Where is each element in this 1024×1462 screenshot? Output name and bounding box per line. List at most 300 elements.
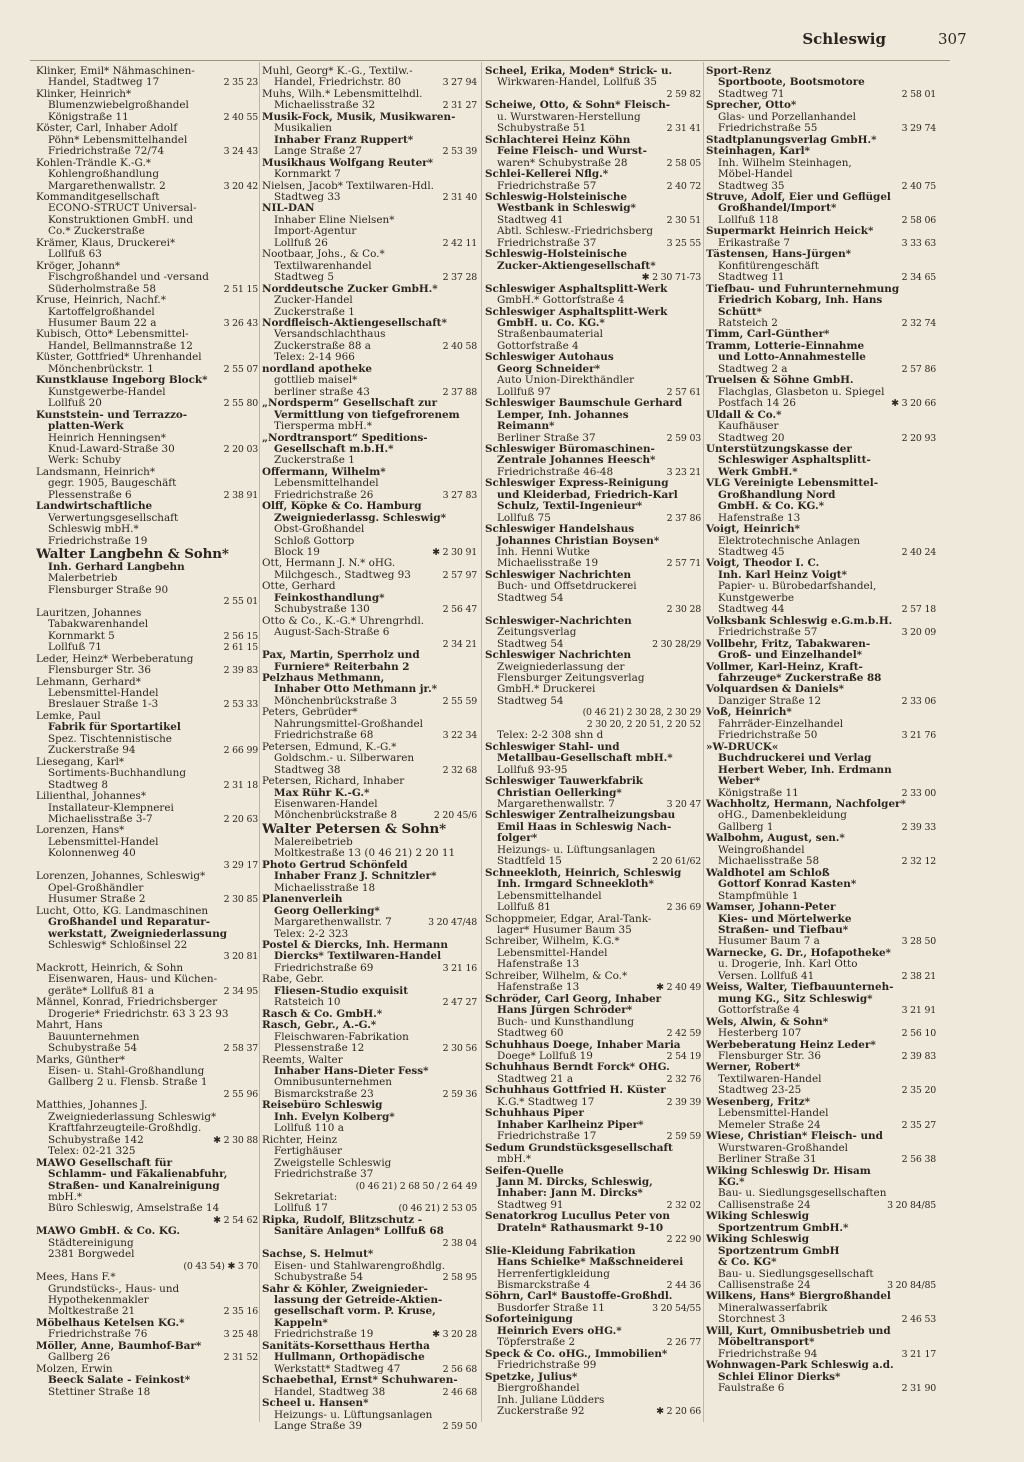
entry-line: Inhaber Eline Nielsen* bbox=[274, 214, 395, 226]
entry-line: Photo Gertrud Schönfeld bbox=[262, 859, 408, 871]
directory-entry bbox=[36, 1341, 258, 1364]
entry-line: Friedrich Kobarg, Inh. Hans bbox=[718, 295, 883, 307]
address-row bbox=[485, 215, 701, 226]
address-row bbox=[485, 467, 701, 478]
directory-entry bbox=[36, 547, 258, 608]
address-text: berliner straße 43 bbox=[274, 385, 370, 398]
address-row bbox=[36, 490, 258, 501]
phone-number: ✱ 2 40 49 bbox=[656, 982, 701, 994]
entry-line: Zweigniederlassung Schleswig* bbox=[48, 1111, 217, 1123]
phone-number: 3 24 43 bbox=[223, 146, 258, 158]
address-row bbox=[36, 112, 258, 123]
directory-entry bbox=[36, 825, 258, 871]
directory-entry bbox=[262, 501, 477, 558]
address-row bbox=[706, 1120, 936, 1131]
entry-line: Schuhhaus Doege, Inhaber Maria bbox=[485, 1039, 681, 1051]
entry-line: Werk: Schuby bbox=[48, 455, 121, 467]
entry-line: Fahrräder-Einzelhandel bbox=[718, 718, 844, 730]
phone-number: 2 31 40 bbox=[442, 191, 477, 203]
address-row bbox=[262, 341, 477, 352]
address-row bbox=[706, 123, 936, 134]
entry-line: Spetzke, Julius* bbox=[485, 1371, 578, 1383]
entry-line: Lollfuß 110 a bbox=[274, 1123, 344, 1135]
entry-line: Nordfleisch-Aktiengesellschaft* bbox=[262, 317, 447, 329]
entry-line: Textilwaren-Handel bbox=[718, 1073, 822, 1085]
entry-line: Möbeltransport* bbox=[718, 1337, 815, 1349]
address-row bbox=[706, 730, 936, 741]
address-text: Lollfuß 26 bbox=[274, 236, 328, 249]
entry-line: Tiersperma mbH.* bbox=[274, 421, 372, 433]
address-row bbox=[36, 1329, 258, 1340]
address-text: Friedrichstraße 94 bbox=[718, 1347, 818, 1360]
phone-number: 3 20 54/55 bbox=[652, 1302, 701, 1314]
directory-entry bbox=[36, 501, 258, 547]
entry-line: Pax, Martin, Sperrholz und bbox=[262, 650, 420, 662]
entry-line: Fliesen-Studio exquisit bbox=[274, 985, 408, 997]
phone-number: 2 55 96 bbox=[223, 1088, 258, 1100]
directory-entry bbox=[36, 329, 258, 352]
address-text: Stadtweg 35 bbox=[718, 179, 785, 192]
directory-entry bbox=[262, 707, 477, 741]
entry-line: Voß, Heinrich* bbox=[706, 707, 792, 719]
entry-line: Inh. Gerhard Langbehn bbox=[48, 562, 185, 574]
entry-line: Drogerie* Friedrichstr. 63 3 23 93 bbox=[48, 1008, 229, 1020]
entry-line: Tabakwarenhandel bbox=[48, 619, 149, 631]
entry-line: Städtereinigung bbox=[48, 1237, 134, 1249]
address-row bbox=[706, 433, 936, 444]
entry-line: Wiking Schleswig bbox=[706, 1234, 809, 1246]
entry-line: Fabrik für Sportartikel bbox=[48, 722, 181, 734]
address-text: Stadtweg 8 bbox=[48, 778, 108, 791]
directory-entry bbox=[262, 581, 477, 615]
entry-line: Friedrichstraße 19 bbox=[48, 535, 148, 547]
address-text: Faulstraße 6 bbox=[718, 1382, 785, 1395]
address-row bbox=[485, 639, 701, 650]
phone-number: 2 56 15 bbox=[223, 630, 258, 642]
address-row bbox=[36, 1352, 258, 1363]
entry-line: Schleswiger Tauwerkfabrik bbox=[485, 776, 643, 788]
phone-number: 3 22 34 bbox=[442, 730, 477, 742]
phone-number: 3 21 17 bbox=[901, 1348, 936, 1360]
entry-line: Furniere* Reiterbahn 2 bbox=[274, 661, 410, 673]
entry-line: Metallbau-Gesellschaft mbH.* bbox=[497, 753, 673, 765]
entry-line: GmbH.* Druckerei bbox=[497, 684, 596, 696]
entry-line: Sportboote, Bootsmotore bbox=[718, 77, 865, 89]
address-row bbox=[485, 558, 701, 569]
phone-number: 2 42 11 bbox=[442, 237, 477, 249]
address-row bbox=[262, 272, 477, 283]
directory-entry bbox=[706, 833, 936, 867]
entry-line: Verwertungsgesellschaft bbox=[48, 512, 179, 524]
address-text: Gottorfstraße 4 bbox=[718, 1004, 800, 1017]
entry-line: Grundstücks-, Haus- und bbox=[48, 1283, 180, 1295]
address-row bbox=[36, 986, 258, 997]
phone-number: 2 58 06 bbox=[901, 214, 936, 226]
entry-line: Söhrn, Carl* Baustoffe-Großhdl. bbox=[485, 1291, 673, 1303]
entry-line: Textilwarenhandel bbox=[274, 260, 372, 272]
entry-line: Volksbank Schleswig e.G.m.b.H. bbox=[706, 615, 893, 627]
entry-line: Fleischwaren-Fabrikation bbox=[274, 1031, 409, 1043]
directory-entry bbox=[262, 398, 477, 432]
phone-number: 3 20 47/48 bbox=[428, 917, 477, 929]
address-row bbox=[262, 387, 477, 398]
address-text: Friedrichstraße 26 bbox=[274, 488, 374, 501]
entry-line: Sanitäts-Korsetthaus Hertha bbox=[262, 1340, 430, 1352]
entry-line: u. Drogerie, Inh. Karl Otto bbox=[718, 959, 858, 971]
entry-line: Wirkwaren-Handel, Lollfuß 35 bbox=[497, 77, 657, 89]
address-row bbox=[36, 398, 258, 409]
entry-line: Slie-Kleidung Fabrikation bbox=[485, 1245, 636, 1257]
directory-entry bbox=[706, 1062, 936, 1096]
address-text: Plessenstraße 6 bbox=[48, 488, 132, 501]
address-text: Zuckerstraße 94 bbox=[48, 744, 136, 757]
address-row bbox=[262, 1421, 477, 1432]
address-row bbox=[36, 146, 258, 157]
directory-entry bbox=[36, 467, 258, 501]
address-row bbox=[706, 856, 936, 867]
phone-number: 2 20 61/62 bbox=[652, 856, 701, 868]
address-text: Erikastraße 7 bbox=[718, 236, 791, 249]
phone-number: 2 59 36 bbox=[442, 1088, 477, 1100]
entry-line: Fischgroßhandel und -versand bbox=[48, 272, 209, 284]
phone-number: 3 20 42 bbox=[223, 180, 258, 192]
entry-line: Petersen, Edmund, K.-G.* bbox=[262, 741, 397, 753]
address-text: Stadtweg 21 a bbox=[497, 1072, 574, 1085]
phone-number: 2 46 53 bbox=[901, 1314, 936, 1326]
phone-number: 2 35 20 bbox=[901, 1085, 936, 1097]
directory-entry bbox=[262, 742, 477, 776]
entry-line: Musikalien bbox=[274, 123, 332, 135]
address-row bbox=[485, 123, 701, 134]
address-row bbox=[36, 894, 258, 905]
entry-line: Tiefbau- und Fuhrunternehmung bbox=[706, 283, 900, 295]
directory-entry bbox=[262, 66, 477, 89]
address-text: Margarethenwallstr. 7 bbox=[274, 916, 392, 929]
address-row bbox=[36, 1306, 258, 1317]
address-row bbox=[706, 822, 936, 833]
entry-line: Inh. Juliane Lüdders bbox=[497, 1394, 605, 1406]
entry-line: Sortiments-Buchhandlung bbox=[48, 768, 186, 780]
entry-line: Gottorfstraße 4 bbox=[497, 340, 579, 352]
phone-number: 2 66 99 bbox=[223, 745, 258, 757]
phone-number: 2 30 51 bbox=[666, 214, 701, 226]
entry-line: Kunstgewerbe-Handel bbox=[48, 386, 166, 398]
phone-number: 2 61 15 bbox=[223, 642, 258, 654]
phone-number: ✱ 3 20 66 bbox=[891, 398, 936, 410]
address-text: Stadtweg 44 bbox=[718, 603, 785, 616]
address-row bbox=[262, 1387, 477, 1398]
address-text: Lollfuß 97 bbox=[497, 385, 551, 398]
directory-entry bbox=[262, 364, 477, 398]
entry-line: Emil Haas in Schleswig Nach- bbox=[497, 821, 672, 833]
address-text: Bismarckstraße 23 bbox=[274, 1087, 374, 1100]
directory-entry bbox=[262, 89, 477, 112]
phone-number: 2 53 33 bbox=[223, 699, 258, 711]
address-text: Handel, Stadtweg 38 bbox=[274, 1385, 386, 1398]
directory-entry bbox=[485, 249, 701, 283]
directory-entry bbox=[706, 478, 936, 524]
directory-entry bbox=[36, 1055, 258, 1101]
running-head-city: Schleswig bbox=[802, 30, 886, 48]
directory-entry bbox=[485, 776, 701, 810]
entry-line: Schleswiger Nachrichten bbox=[485, 569, 632, 581]
entry-line: Kartoffelgroßhandel bbox=[48, 306, 155, 318]
entry-line: Reimann* bbox=[497, 421, 555, 433]
entry-line: Hafenstraße 13 bbox=[718, 512, 801, 524]
directory-entry bbox=[36, 158, 258, 192]
directory-entry bbox=[485, 398, 701, 444]
phone-number: 3 20 84/85 bbox=[887, 1199, 936, 1211]
entry-line: Landwirtschaftliche bbox=[36, 501, 153, 513]
address-text: Friedrichstraße 50 bbox=[718, 729, 818, 742]
phone-number: 2 35 27 bbox=[901, 1119, 936, 1131]
address-row bbox=[706, 238, 936, 249]
phone-number: 2 44 36 bbox=[666, 1280, 701, 1292]
entry-line: Hullmann, Orthopädische bbox=[274, 1352, 425, 1364]
address-text: Husumer Baum 7 a bbox=[718, 935, 820, 948]
address-text: Friedrichstraße 19 bbox=[274, 1328, 374, 1341]
phone-number: 2 36 69 bbox=[666, 902, 701, 914]
entry-line: Wilkens, Hans* Biergroßhandel bbox=[706, 1291, 891, 1303]
entry-line: Inhaber Franz Ruppert* bbox=[274, 134, 414, 146]
phone-number: 2 20 45/6 bbox=[433, 810, 477, 822]
entry-line: Malerbetrieb bbox=[48, 573, 118, 585]
address-row bbox=[485, 1051, 701, 1062]
phone-number: (0 46 21) 2 68 50 / 2 64 49 bbox=[355, 1180, 477, 1192]
directory-entry bbox=[262, 776, 477, 822]
entry-line: NIL-DAN bbox=[262, 203, 315, 215]
address-row bbox=[262, 1364, 477, 1375]
directory-entry bbox=[36, 410, 258, 467]
phone-number: 2 26 77 bbox=[666, 1337, 701, 1349]
address-row bbox=[485, 856, 701, 867]
directory-entry bbox=[485, 570, 701, 616]
entry-line: mbH.* bbox=[48, 1191, 83, 1203]
address-text: Plessenstraße 12 bbox=[274, 1042, 365, 1055]
entry-line: Schulz, Textil-Ingenieur* bbox=[497, 501, 643, 513]
entry-line: Schleswiger Autohaus bbox=[485, 352, 614, 364]
address-text: Margarethenwallstr. 2 bbox=[48, 179, 166, 192]
directory-entry bbox=[262, 1055, 477, 1101]
entry-line: Schleswig-Holsteinische bbox=[485, 191, 628, 203]
entry-line: Schleswiger Stahl- und bbox=[485, 741, 620, 753]
entry-line: mung KG., Sitz Schleswig* bbox=[718, 993, 873, 1005]
entry-line: Muhs, Wilh.* Lebensmittelhdl. bbox=[262, 88, 423, 100]
entry-line: Köster, Carl, Inhaber Adolf bbox=[36, 123, 178, 135]
directory-entry bbox=[706, 742, 936, 799]
directory-entry bbox=[36, 375, 258, 409]
address-row bbox=[485, 1303, 701, 1314]
entry-line: Truelsen & Söhne GmbH. bbox=[706, 375, 854, 387]
directory-entry bbox=[706, 329, 936, 340]
entry-line: Marks, Günther* bbox=[36, 1054, 125, 1066]
directory-entry bbox=[36, 1318, 258, 1341]
entry-line: Schleswiger Asphaltsplitt-Werk bbox=[485, 306, 668, 318]
phone-number: 2 32 02 bbox=[666, 1199, 701, 1211]
phone-number: 2 33 06 bbox=[901, 695, 936, 707]
phone-number: 3 27 94 bbox=[442, 77, 477, 89]
phone-number: 3 20 09 bbox=[901, 627, 936, 639]
address-row bbox=[36, 284, 258, 295]
phone-number: ✱ 2 30 71-73 bbox=[641, 272, 701, 284]
address-text: Memeler Straße 24 bbox=[718, 1118, 821, 1131]
address-text: Michaelisstraße 32 bbox=[274, 99, 376, 112]
phone-number: ✱ 2 30 91 bbox=[432, 547, 477, 559]
entry-line: Musikhaus Wolfgang Reuter* bbox=[262, 157, 434, 169]
entry-line: Michaelisstraße 18 bbox=[274, 882, 376, 894]
phone-number: 2 20 03 bbox=[223, 443, 258, 455]
directory-entry bbox=[485, 810, 701, 867]
address-text: Friedrichstraße 57 bbox=[497, 179, 597, 192]
address-text: Flensburger Str. 36 bbox=[718, 1049, 822, 1062]
entry-line: Flachglas, Glasbeton u. Spiegel bbox=[718, 386, 885, 398]
directory-entry bbox=[706, 662, 936, 685]
entry-line: Speck & Co. oHG., Immobilien* bbox=[485, 1348, 668, 1360]
entry-line: Zweigniederlassg. Schleswig* bbox=[274, 512, 447, 524]
entry-line: lassung der Getreide-Aktien- bbox=[274, 1295, 443, 1307]
entry-line: Werner, Robert* bbox=[706, 1062, 801, 1074]
address-text: Schubystraße 130 bbox=[274, 603, 370, 616]
directory-entry bbox=[485, 284, 701, 307]
entry-line: Kraftfahrzeugteile-Großhdlg. bbox=[48, 1123, 202, 1135]
phone-number: 2 56 38 bbox=[901, 1154, 936, 1166]
address-row bbox=[36, 665, 258, 676]
address-text: Stadtweg 60 bbox=[497, 1027, 564, 1040]
address-row bbox=[706, 364, 936, 375]
entry-line: Opel-Großhändler bbox=[48, 882, 144, 894]
entry-line: Ott, Hermann J. N.* oHG. bbox=[262, 558, 396, 570]
directory-entry bbox=[706, 135, 936, 146]
phone-number: 2 40 58 bbox=[442, 340, 477, 352]
entry-line: Zuckerstraße 1 bbox=[274, 455, 355, 467]
entry-line: u. Wurstwaren-Herstellung bbox=[497, 111, 641, 123]
entry-line: Wamser, Johann-Peter bbox=[706, 902, 836, 914]
entry-line: Vollmer, Karl-Heinz, Kraft- bbox=[706, 661, 863, 673]
entry-line: MAWÖ Gesellschaft für bbox=[36, 1157, 173, 1169]
phone-number: 2 22 90 bbox=[666, 1234, 701, 1246]
address-row bbox=[485, 387, 701, 398]
address-text: Moltkestraße 21 bbox=[48, 1305, 136, 1318]
entry-line: Import-Agentur bbox=[274, 226, 357, 238]
directory-entry bbox=[36, 906, 258, 963]
entry-line: Schleswiger Zentralheizungsbau bbox=[485, 810, 676, 822]
entry-line: Schleswiger Asphaltsplitt-Werk bbox=[485, 283, 668, 295]
entry-line: Bauunternehmen bbox=[48, 1031, 140, 1043]
phone-number: 2 31 41 bbox=[666, 123, 701, 135]
entry-line: Versandschlachthaus bbox=[274, 329, 386, 341]
phone-number: 2 58 01 bbox=[901, 88, 936, 100]
directory-entry bbox=[706, 1040, 936, 1063]
address-row bbox=[262, 146, 477, 157]
address-text: Lange Straße 39 bbox=[274, 1420, 362, 1433]
phone-number: 2 38 04 bbox=[442, 1237, 477, 1249]
entry-line: Stadtweg 54 bbox=[497, 695, 564, 707]
entry-line: Obst-Großhandel bbox=[274, 524, 365, 536]
address-row bbox=[262, 810, 477, 821]
entry-line: Wels, Alwin, & Sohn* bbox=[706, 1016, 829, 1028]
address-text: Stadtweg 33 bbox=[274, 190, 341, 203]
phone-number: 3 21 76 bbox=[901, 730, 936, 742]
address-row bbox=[485, 1280, 701, 1291]
entry-line: fahrzeuge* Zuckerstraße 88 bbox=[718, 673, 882, 685]
entry-line: Vermittlung von tiefgefrorenem bbox=[274, 409, 460, 421]
entry-line: Telex: 2-2 323 bbox=[274, 928, 349, 940]
address-row bbox=[262, 570, 477, 581]
entry-line: Waldhotel am Schloß bbox=[706, 867, 830, 879]
directory-entry bbox=[262, 203, 477, 249]
directory-entry bbox=[485, 1291, 701, 1314]
address-row bbox=[706, 1051, 936, 1062]
phone-number: 2 39 83 bbox=[223, 665, 258, 677]
entry-line: Werbeberatung Heinz Leder* bbox=[706, 1039, 876, 1051]
phone-number: 2 56 47 bbox=[442, 604, 477, 616]
entry-line: Schleswiger Baumschule Gerhard bbox=[485, 398, 683, 410]
entry-line: Schneekloth, Heinrich, Schleswig bbox=[485, 867, 682, 879]
directory-entry bbox=[262, 1135, 477, 1215]
address-row bbox=[262, 1272, 477, 1283]
entry-line: Wiking Schleswig bbox=[706, 1211, 809, 1223]
address-text: Friedrichstraße 76 bbox=[48, 1328, 148, 1341]
entry-line: Schreiber, Wilhelm, & Co.* bbox=[485, 970, 628, 982]
entry-line: Buch- und Kunsthandlung bbox=[497, 1016, 635, 1028]
directory-entry bbox=[36, 261, 258, 295]
phone-number: 2 39 83 bbox=[901, 1050, 936, 1062]
phone-number: 2 37 88 bbox=[442, 386, 477, 398]
address-text: Callisenstraße 24 bbox=[718, 1198, 811, 1211]
entry-line: Herbert Weber, Inh. Erdmann bbox=[718, 764, 892, 776]
address-text: Berliner Straße 31 bbox=[718, 1153, 817, 1166]
directory-entry bbox=[36, 192, 258, 238]
phone-number: 3 20 81 bbox=[223, 951, 258, 963]
address-row bbox=[485, 1406, 701, 1417]
address-text: Husumer Straße 2 bbox=[48, 893, 146, 906]
address-text: Flensburger Str. 36 bbox=[48, 664, 152, 677]
address-row bbox=[706, 272, 936, 283]
entry-line: Max Rühr K.-G.* bbox=[274, 787, 370, 799]
entry-line: Kies- und Mörtelwerke bbox=[718, 913, 852, 925]
entry-line: Rasch & Co. GmbH.* bbox=[262, 1008, 383, 1020]
address-row bbox=[36, 1043, 258, 1054]
entry-line: Sport-Renz bbox=[706, 66, 771, 77]
directory-entry bbox=[706, 684, 936, 707]
directory-column-3 bbox=[485, 66, 701, 1417]
address-row bbox=[706, 181, 936, 192]
entry-line: Pelzhaus Methmann, bbox=[262, 673, 385, 685]
phone-number: 2 32 68 bbox=[442, 764, 477, 776]
address-row bbox=[262, 547, 477, 558]
phone-number: 2 34 95 bbox=[223, 985, 258, 997]
entry-line: Offermann, Wilhelm* bbox=[262, 466, 386, 478]
entry-line: Schlei-Kellerei Nflg.* bbox=[485, 169, 609, 181]
phone-number: 2 30 28 bbox=[666, 604, 701, 616]
address-row bbox=[706, 936, 936, 947]
directory-entry bbox=[262, 673, 477, 707]
entry-line: Flensburger Straße 90 bbox=[48, 584, 169, 596]
entry-line: Jann M. Dircks, Schleswig, bbox=[497, 1176, 653, 1188]
entry-line: oHG., Damenbekleidung bbox=[718, 810, 847, 822]
address-text: Friedrichstraße 37 bbox=[497, 236, 597, 249]
directory-entry bbox=[485, 616, 701, 650]
entry-line: gegr. 1905, Baugeschäft bbox=[48, 478, 177, 490]
address-text: Lollfuß 75 bbox=[497, 511, 551, 524]
entry-line: Männel, Konrad, Friedrichsberger bbox=[36, 997, 218, 1009]
directory-entry bbox=[706, 639, 936, 662]
entry-line: Heizungs- u. Lüftungsanlagen bbox=[274, 1409, 433, 1421]
entry-line: Stadtplanungsverlag GmbH.* bbox=[706, 134, 877, 146]
directory-entry bbox=[262, 822, 477, 860]
address-text: Friedrichstraße 46-48 bbox=[497, 465, 614, 478]
address-row bbox=[36, 642, 258, 653]
